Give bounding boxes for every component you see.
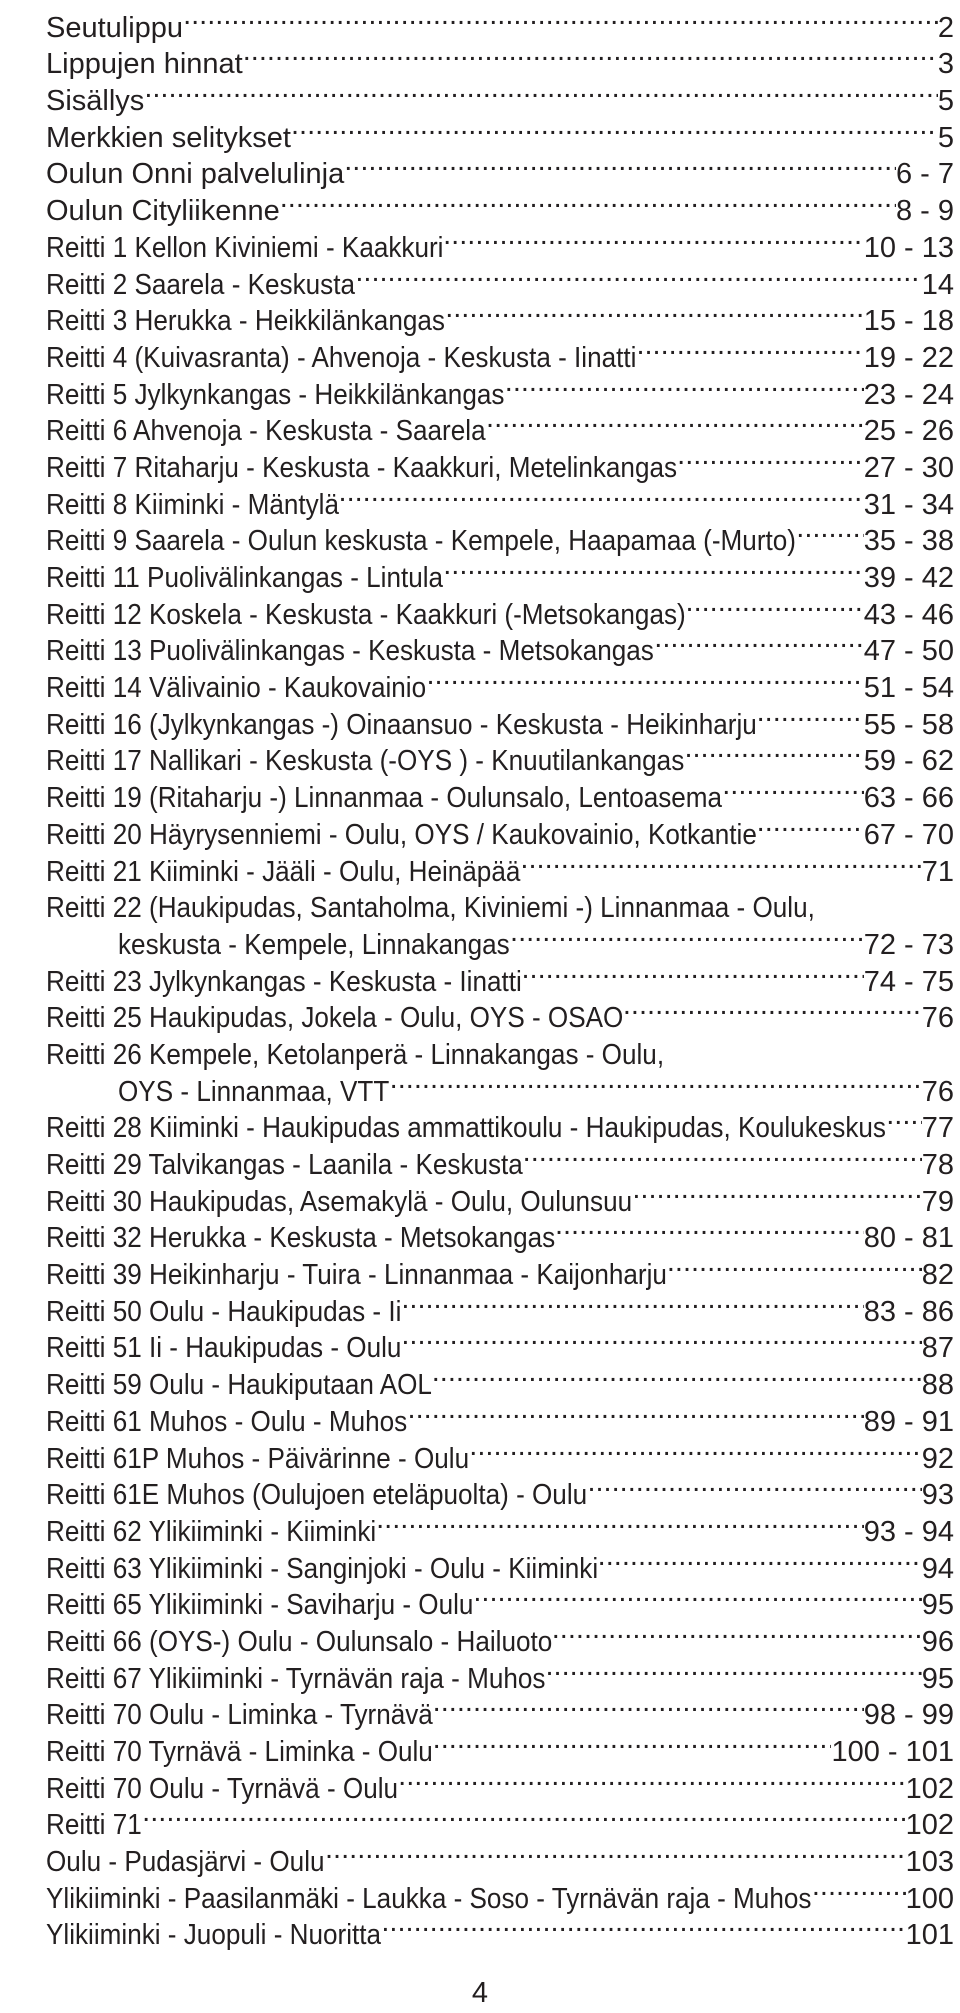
toc-entry-page: 6 - 7 <box>895 158 954 191</box>
toc-entry-title: Reitti 23 Jylkynkangas - Keskusta - Iinatti <box>46 965 522 998</box>
toc-entry-title: Reitti 30 Haukipudas, Asemakylä - Oulu, Oulunsuu <box>46 1185 633 1218</box>
toc-entry-title: Reitti 61P Muhos - Päivärinne - Oulu <box>46 1442 470 1475</box>
toc-entry-page: 43 - 46 <box>863 598 954 631</box>
toc-entry-title: Reitti 70 Tyrnävä - Liminka - Oulu <box>46 1736 433 1768</box>
dot-leader <box>280 183 896 220</box>
toc-entry-page: 102 <box>905 1809 954 1842</box>
toc-entry-title: Reitti 2 Saarela - Keskusta <box>46 268 355 301</box>
toc-entry-page: 3 <box>937 48 954 81</box>
dot-leader <box>587 1468 921 1505</box>
toc-entry-page: 47 - 50 <box>863 635 954 668</box>
toc-entry-page: 83 - 86 <box>863 1295 954 1328</box>
toc-entry-title: Reitti 70 Oulu - Tyrnävä - Oulu <box>46 1772 399 1805</box>
toc-entry-title: OYS - Linnanmaa, VTT <box>118 1075 390 1108</box>
toc-entry-page: 77 <box>921 1112 954 1145</box>
toc-entry-page: 93 - 94 <box>863 1515 954 1548</box>
dot-leader <box>142 1798 905 1835</box>
toc-entry-title: Reitti 50 Oulu - Haukipudas - Ii <box>46 1295 402 1328</box>
toc-entry-page: 96 <box>921 1625 954 1658</box>
dot-leader <box>505 367 864 404</box>
dot-leader <box>555 1211 864 1248</box>
toc-entry-page: 23 - 24 <box>863 378 954 411</box>
toc-entry-title: Reitti 6 Ahvenoja - Keskusta - Saarela <box>46 415 486 448</box>
toc-entry-page: 87 <box>921 1332 954 1365</box>
toc-entry-title: Reitti 3 Herukka - Heikkilänkangas <box>46 305 445 338</box>
toc-entry-page: 51 - 54 <box>863 672 954 705</box>
toc-entry-page: 35 - 38 <box>863 525 954 558</box>
table-of-contents <box>46 0 954 1952</box>
dot-leader <box>664 1027 954 1064</box>
toc-entry-page: 100 <box>905 1882 954 1915</box>
toc-entry-title: keskusta - Kempele, Linnakangas <box>118 928 510 961</box>
dot-leader <box>521 954 863 991</box>
toc-entry-page: 59 - 62 <box>863 745 954 778</box>
toc-entry-page: 55 - 58 <box>863 708 954 741</box>
dot-leader <box>443 220 864 257</box>
toc-entry-page: 72 - 73 <box>863 928 954 961</box>
toc-entry-page: 15 - 18 <box>863 305 954 338</box>
toc-entry-title: Reitti 59 Oulu - Haukiputaan AOL <box>46 1369 432 1402</box>
dot-leader <box>623 991 922 1028</box>
toc-entry-title: Reitti 51 Ii - Haukipudas - Oulu <box>46 1332 402 1365</box>
toc-entry-title: Reitti 9 Saarela - Oulun keskusta - Kempele, Haapamaa (-Murto) <box>46 525 796 558</box>
dot-leader <box>355 257 921 294</box>
toc-entry-page: 98 - 99 <box>863 1699 954 1732</box>
dot-leader <box>390 1064 922 1101</box>
toc-entry-page: 93 <box>921 1479 954 1512</box>
toc-entry-page: 19 - 22 <box>863 341 954 374</box>
toc-entry-title: Reitti 63 Ylikiiminki - Sanginjoki - Oulu - Kiiminki <box>46 1552 599 1585</box>
dot-leader <box>408 1394 864 1431</box>
toc-entry-page: 92 <box>921 1442 954 1475</box>
toc-entry-title: Reitti 14 Välivainio - Kaukovainio <box>46 672 427 705</box>
dot-leader <box>598 1541 922 1578</box>
toc-entry <box>46 73 954 118</box>
dot-leader <box>243 37 938 74</box>
toc-entry-page: 88 <box>921 1369 954 1402</box>
dot-leader <box>510 917 864 954</box>
dot-leader <box>684 734 863 771</box>
toc-entry <box>46 1798 954 1842</box>
toc-entry-page: 89 - 91 <box>863 1405 954 1438</box>
toc-entry-page: 14 <box>921 268 954 301</box>
toc-entry-title: Reitti 29 Talvikangas - Laanila - Keskusta <box>46 1149 523 1181</box>
toc-entry-title: Reitti 4 (Kuivasranta) - Ahvenoja - Keskusta - Iinatti <box>46 341 637 374</box>
toc-entry-page: 103 <box>905 1846 954 1879</box>
toc-entry-title: Oulun Onni palvelulinja <box>46 158 345 191</box>
toc-entry-page: 39 - 42 <box>863 562 954 594</box>
dot-leader <box>381 1908 905 1945</box>
toc-entry-title: Reitti 11 Puolivälinkangas - Lintula <box>46 562 444 594</box>
toc-entry-page: 31 - 34 <box>863 488 954 521</box>
toc-entry-page: 80 - 81 <box>863 1222 954 1255</box>
toc-entry-title: Reitti 5 Jylkynkangas - Heikkilänkangas <box>46 378 505 411</box>
toc-entry-page: 82 <box>921 1259 954 1292</box>
dot-leader <box>523 1137 922 1174</box>
toc-entry-page: 8 - 9 <box>895 195 954 228</box>
toc-entry-title: Reitti 62 Ylikiiminki - Kiiminki <box>46 1515 377 1548</box>
dot-leader <box>376 1504 864 1541</box>
toc-entry-title: Reitti 61 Muhos - Oulu - Muhos <box>46 1405 408 1438</box>
toc-entry <box>46 110 954 154</box>
toc-entry-title: Reitti 61E Muhos (Oulujoen eteläpuolta) - Oulu <box>46 1479 588 1512</box>
toc-entry-title: Reitti 16 (Jylkynkangas -) Oinaansuo - Keskusta - Heikinharju <box>46 708 757 741</box>
toc-entry-page: 78 <box>921 1149 954 1181</box>
toc-entry-title: Reitti 20 Häyrysenniemi - Oulu, OYS / Kaukovainio, Kotkantie <box>46 818 757 851</box>
toc-entry-page: 5 <box>937 85 954 118</box>
dot-leader <box>291 110 938 147</box>
toc-entry-title: Ylikiiminki - Paasilanmäki - Laukka - Soso - Tyrnävän raja - Muhos <box>46 1882 812 1915</box>
dot-leader <box>432 1357 922 1394</box>
toc-entry-page: 95 <box>921 1589 954 1622</box>
toc-entry-page: 71 <box>921 855 954 888</box>
dot-leader <box>183 0 938 37</box>
toc-entry-title: Reitti 71 <box>46 1809 142 1842</box>
dot-leader <box>545 1651 921 1688</box>
dot-leader <box>796 514 863 551</box>
dot-leader <box>473 1578 921 1615</box>
toc-entry <box>46 0 954 44</box>
toc-entry-title: Reitti 67 Ylikiiminki - Tyrnävän raja - Muhos <box>46 1662 546 1695</box>
toc-entry-title: Reitti 70 Oulu - Liminka - Tyrnävä <box>46 1699 433 1732</box>
dot-leader <box>144 73 938 110</box>
toc-entry-title: Reitti 12 Koskela - Keskusta - Kaakkuri (-Metsokangas) <box>46 598 686 631</box>
toc-entry-page: 63 - 66 <box>863 782 954 815</box>
toc-entry-title: Reitti 32 Herukka - Keskusta - Metsokangas <box>46 1222 556 1255</box>
toc-entry-title: Seutulippu <box>46 11 184 44</box>
toc-entry-page: 67 - 70 <box>863 818 954 851</box>
toc-entry-title: Reitti 17 Nallikari - Keskusta (-OYS ) - Knuutilankangas <box>46 745 685 778</box>
dot-leader <box>636 330 863 367</box>
toc-entry-title: Reitti 26 Kempele, Ketolanperä - Linnakangas - Oulu, <box>46 1038 665 1071</box>
dot-leader <box>520 844 921 881</box>
dot-leader <box>433 1724 832 1761</box>
toc-entry-page: 2 <box>937 11 954 44</box>
toc-entry-title: Reitti 13 Puolivälinkangas - Keskusta - Metsokangas <box>46 635 654 668</box>
dot-leader <box>552 1614 922 1651</box>
dot-leader <box>426 660 863 697</box>
dot-leader <box>445 294 864 331</box>
dot-leader <box>815 881 954 918</box>
toc-entry-page: 102 <box>905 1772 954 1805</box>
dot-leader <box>722 770 863 807</box>
toc-entry-title: Reitti 65 Ylikiiminki - Saviharju - Oulu <box>46 1589 474 1622</box>
dot-leader <box>632 1174 921 1211</box>
dot-leader <box>757 807 864 844</box>
toc-entry-title: Sisällys <box>46 85 145 118</box>
toc-entry-page: 79 <box>921 1185 954 1218</box>
toc-entry-title: Reitti 1 Kellon Kiviniemi - Kaakkuri <box>46 231 444 264</box>
toc-entry <box>46 1834 954 1879</box>
toc-entry-page: 101 <box>905 1919 954 1952</box>
toc-entry-page: 25 - 26 <box>863 415 954 448</box>
toc-entry-title: Reitti 19 (Ritaharju -) Linnanmaa - Oulunsalo, Lentoasema <box>46 782 723 815</box>
toc-entry-title: Ylikiiminki - Juopuli - Nuoritta <box>46 1919 382 1952</box>
dot-leader <box>677 440 864 477</box>
toc-entry-title: Merkkien selitykset <box>46 121 291 154</box>
toc-entry-title: Reitti 28 Kiiminki - Haukipudas ammattikoulu - Haukipudas, Koulukeskus <box>46 1112 886 1145</box>
dot-leader <box>398 1761 905 1798</box>
toc-entry-title: Reitti 39 Heikinharju - Tuira - Linnanmaa - Kaijonharju <box>46 1259 667 1292</box>
toc-entry-title: Oulun Cityliikenne <box>46 195 280 228</box>
toc-entry-title: Reitti 7 Ritaharju - Keskusta - Kaakkuri, Metelinkangas <box>46 451 678 484</box>
toc-entry-title: Reitti 22 (Haukipudas, Santaholma, Kiviniemi -) Linnanmaa - Oulu, <box>46 892 815 925</box>
toc-entry-page: 76 <box>921 1002 954 1035</box>
dot-leader <box>401 1284 863 1321</box>
dot-leader <box>667 1247 922 1284</box>
toc-entry-page: 10 - 13 <box>863 231 954 264</box>
dot-leader <box>812 1871 906 1908</box>
dot-leader <box>469 1431 921 1468</box>
dot-leader <box>325 1834 906 1871</box>
dot-leader <box>344 147 896 184</box>
toc-entry-page: 100 - 101 <box>831 1736 954 1768</box>
toc-entry-page: 94 <box>921 1552 954 1585</box>
toc-entry-title: Reitti 66 (OYS-) Oulu - Oulunsalo - Hailuoto <box>46 1625 553 1658</box>
toc-entry-title: Reitti 8 Kiiminki - Mäntylä <box>46 488 339 521</box>
toc-entry-title: Oulu - Pudasjärvi - Oulu <box>46 1846 325 1879</box>
toc-entry-title: Lippujen hinnat <box>46 48 243 81</box>
toc-entry-title: Reitti 21 Kiiminki - Jääli - Oulu, Heinäpää <box>46 855 521 888</box>
dot-leader <box>486 404 864 441</box>
toc-entry-page: 76 <box>921 1075 954 1108</box>
dot-leader <box>339 477 864 514</box>
dot-leader <box>654 624 863 661</box>
dot-leader <box>443 550 863 587</box>
toc-entry-title: Reitti 25 Haukipudas, Jokela - Oulu, OYS - OSAO <box>46 1002 624 1035</box>
toc-entry-page: 5 <box>937 121 954 154</box>
toc-entry-page: 95 <box>921 1662 954 1695</box>
toc-entry-page: 27 - 30 <box>863 451 954 484</box>
dot-leader <box>757 697 864 734</box>
dot-leader <box>433 1688 864 1725</box>
dot-leader <box>886 1101 922 1138</box>
dot-leader <box>686 587 864 624</box>
dot-leader <box>401 1321 921 1358</box>
toc-entry-page: 74 - 75 <box>863 965 954 998</box>
page-number: 4 <box>471 1977 489 2009</box>
